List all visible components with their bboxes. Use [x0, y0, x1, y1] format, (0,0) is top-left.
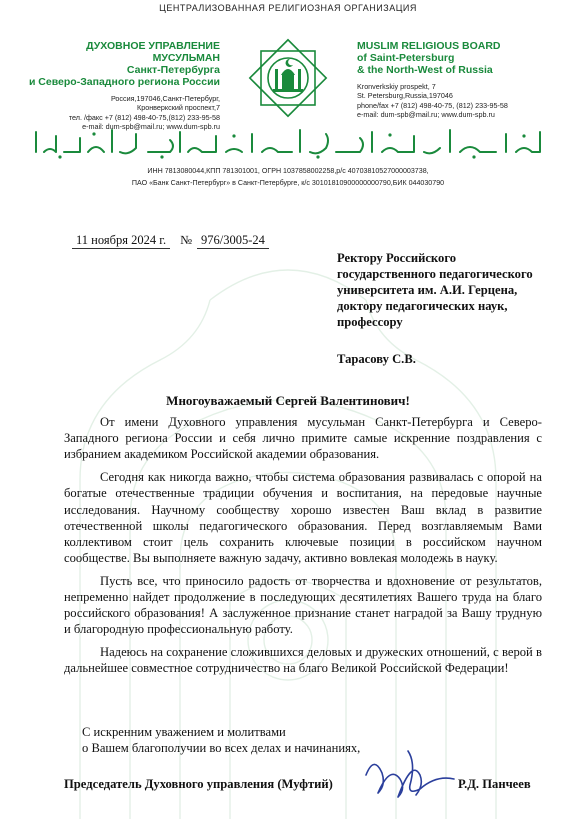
letter-date: 11 ноября 2024 г. [72, 233, 170, 249]
arabic-calligraphy-banner [30, 126, 546, 160]
address-en-line2: St. Petersburg,Russia,197046 [357, 91, 453, 101]
letterhead-left [28, 40, 220, 132]
paragraph: От имени Духовного управления мусульман Санкт-Петербурга и Северо-Западного региона России и себя лично примите самые искренние поздравления с избранием академиком Российской академии образования. [64, 415, 542, 462]
organization-type: ЦЕНТРАЛИЗОВАННАЯ РЕЛИГИОЗНАЯ ОРГАНИЗАЦИЯ [159, 3, 417, 13]
phone-en: phone/fax +7 (812) 498-40-75, (812) 233-95-58 [357, 100, 508, 110]
recipient-title: Ректору Российского государственного педагогического университета им. А.И. Герцена, доктору педагогических наук, профессору [337, 251, 533, 329]
letter-body [64, 414, 542, 683]
number-sign: № [180, 233, 193, 247]
paragraph: Надеюсь на сохранение сложившихся деловых и дружеских отношений, с верой в дальнейшее совместное сотрудничество на благо Великой Российской Федерации! [64, 645, 542, 676]
phone-ru: тел. /факс +7 (812) 498-40-75,(812) 233-95-58 [68, 112, 220, 122]
mosque-emblem-icon [245, 35, 331, 121]
address-en-line1: Kronverkskiy prospekt, 7 [357, 82, 436, 91]
address-ru-line2: Кронверкский проспект,7 [137, 103, 220, 113]
signatory-title: Председатель Духовного управления (Муфтий) [64, 777, 333, 791]
handwritten-signature [360, 745, 460, 805]
greeting: Многоуважаемый Сергей Валентинович! [166, 393, 410, 408]
org-name-ru-line3: и Северо-Западного региона России [28, 76, 220, 88]
org-name-en-line3: & the North-West of Russia [357, 64, 493, 76]
letterhead-right [357, 40, 557, 120]
org-name-en-line2: of Saint-Petersburg [357, 52, 455, 64]
bank-requisites [36, 165, 540, 190]
closing-line1: С искренним уважением и молитвами [82, 725, 286, 739]
paragraph: Сегодня как никогда важно, чтобы система образования развивалась с опорой на богатые отечественные традиции обучения и воспитания, на передовые научные исследования. Научному сообществу хорошо известен Ваш вклад в развитие отечественной школы педагогического образования. Перед возглавляемым Вами коллективом стоит цель сохранить ключевые позиции в российском научном сообществе. Вы выполняете важную задачу, активно вовлекая молодежь в науку. [64, 470, 542, 566]
letter-number: 976/3005-24 [197, 233, 269, 249]
date-number-line [72, 233, 269, 249]
requisites-line2: ПАО «Банк Санкт-Петербург» в Санкт-Петербурге, к/с 30101810900000000790,БИК 044030790 [131, 179, 445, 188]
address-ru-line1: Россия,197046,Санкт-Петербург, [110, 94, 220, 103]
email-ru: e-mail: dum-spb@mail.ru; www.dum-spb.ru [82, 122, 220, 132]
org-name-en-line1: MUSLIM RELIGIOUS BOARD [357, 40, 501, 52]
email-en: e-mail: dum-spb@mail.ru; www.dum-spb.ru [357, 110, 495, 120]
requisites-line1: ИНН 7813080044,КПП 781301001, ОГРН 1037858002258,р/с 40703810527000003738, [147, 167, 429, 175]
org-name-ru-line2: Санкт-Петербурга [126, 64, 220, 76]
recipient-name: Тарасову С.В. [337, 352, 416, 366]
closing [82, 724, 360, 756]
signatory-name: Р.Д. Панчеев [458, 777, 531, 791]
paragraph: Пусть все, что приносило радость от творчества и вдохновение от результатов, непременно найдет продолжение в последующих десятилетиях Вашего труда на благо российского образования! А заслуженное признание станет наградой за Вашу трудную и благородную профессиональную работу. [64, 573, 542, 637]
org-name-ru-line1: ДУХОВНОЕ УПРАВЛЕНИЕ МУСУЛЬМАН [86, 40, 220, 64]
closing-line2: о Вашем благополучии во всех делах и начинаниях, [82, 741, 361, 755]
